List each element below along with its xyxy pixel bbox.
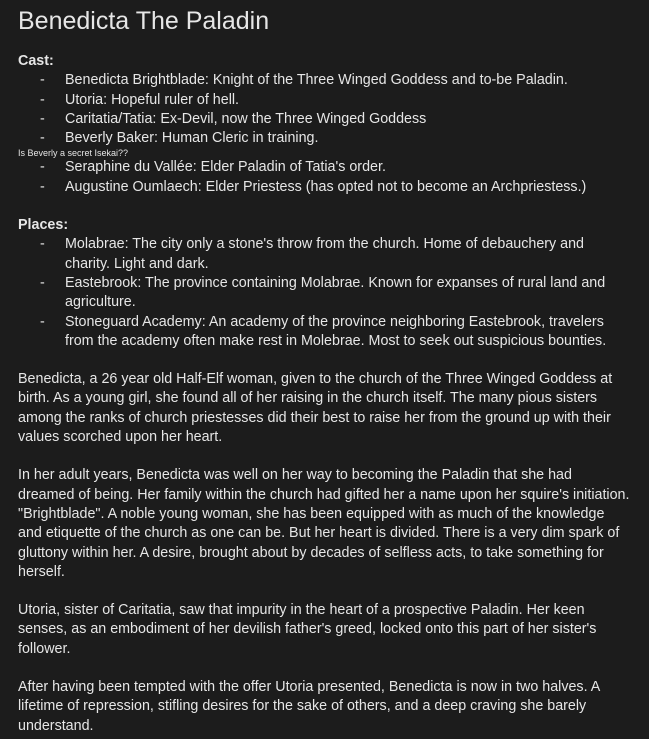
paragraph: Utoria, sister of Caritatia, saw that impurity in the heart of a prospective Paladin. Her keen senses, as an embodiment of her devilish father's greed, locked onto this part of her sister's follower. [18,602,597,657]
dash-marker: - [40,236,45,253]
cast-section [18,52,631,197]
place-item-molabrae: Molabrae: The city only a stone's throw from the church. Home of debauchery and charity. Light and dark. [65,236,585,272]
cast-item-benedicta: Benedicta Brightblade: Knight of the Three Winged Goddess and to-be Paladin. [65,72,568,89]
cast-list-continued [18,158,631,197]
cast-item-utoria: Utoria: Hopeful ruler of hell. [65,91,240,108]
dash-marker: - [40,72,45,89]
list-item [18,71,631,90]
cast-item-caritatia: Caritatia/Tatia: Ex-Devil, now the Three Winged Goddess [65,110,427,127]
dash-marker: - [40,178,45,195]
spacer [18,197,631,216]
cast-item-beverly: Beverly Baker: Human Cleric in training. [65,130,319,147]
cast-item-seraphine: Seraphine du Vallée: Elder Paladin of Tatia's order. [65,159,386,176]
list-item [18,158,631,177]
list-item [18,274,631,313]
list-item [18,110,631,129]
cast-list [18,71,631,148]
list-item [18,91,631,110]
list-item [18,313,631,352]
spacer [18,351,631,370]
dash-marker: - [40,130,45,147]
places-section [18,216,631,351]
page-title: Benedicta The Paladin [18,7,270,35]
places-heading: Places: [18,217,69,234]
side-note: Is Beverly a secret Isekai?? [18,148,129,159]
place-item-stoneguard: Stoneguard Academy: An academy of the province neighboring Eastebrook, travelers from the academy often make rest in Molebrae. Most to seek out suspicious bounties. [65,313,607,349]
dash-marker: - [40,91,45,108]
cast-heading: Cast: [18,53,54,69]
dash-marker: - [40,313,45,330]
paragraph: In her adult years, Benedicta was well on her way to becoming the Paladin that she had dreamed of being. Her family within the church had gifted her a name upon her squire's initiation. "Brightblade". A noble young woman, she has been equipped with as much of the knowledge and etiquette of the church as one can be. But her heart is divided. There is a very dim spark of gluttony within her. A desire, brought about by decades of selfless acts, to take something for herself. [18,467,630,580]
dash-marker: - [40,159,45,176]
cast-item-augustine: Augustine Oumlaech: Elder Priestess (has opted not to become an Archpriestess.) [65,178,587,195]
place-item-eastebrook: Eastebrook: The province containing Molabrae. Known for expanses of rural land and agriculture. [65,274,606,311]
list-item [18,129,631,148]
list-item [18,235,631,274]
dash-marker: - [40,110,45,127]
paragraph: Benedicta, a 26 year old Half-Elf woman, given to the church of the Three Winged Goddess at birth. As a young girl, she found all of her raising in the church itself. The many pious sisters among the ranks of church priestesses did their best to raise her from the ground up with their values scorched upon her heart. [18,371,613,446]
dash-marker: - [40,274,45,291]
places-list [18,235,631,351]
paragraph: After having been tempted with the offer Utoria presented, Benedicta is now in two halves. A lifetime of repression, stifling desires for the sake of others, and a deep craving she barely understand. [18,679,600,734]
list-item [18,178,631,197]
